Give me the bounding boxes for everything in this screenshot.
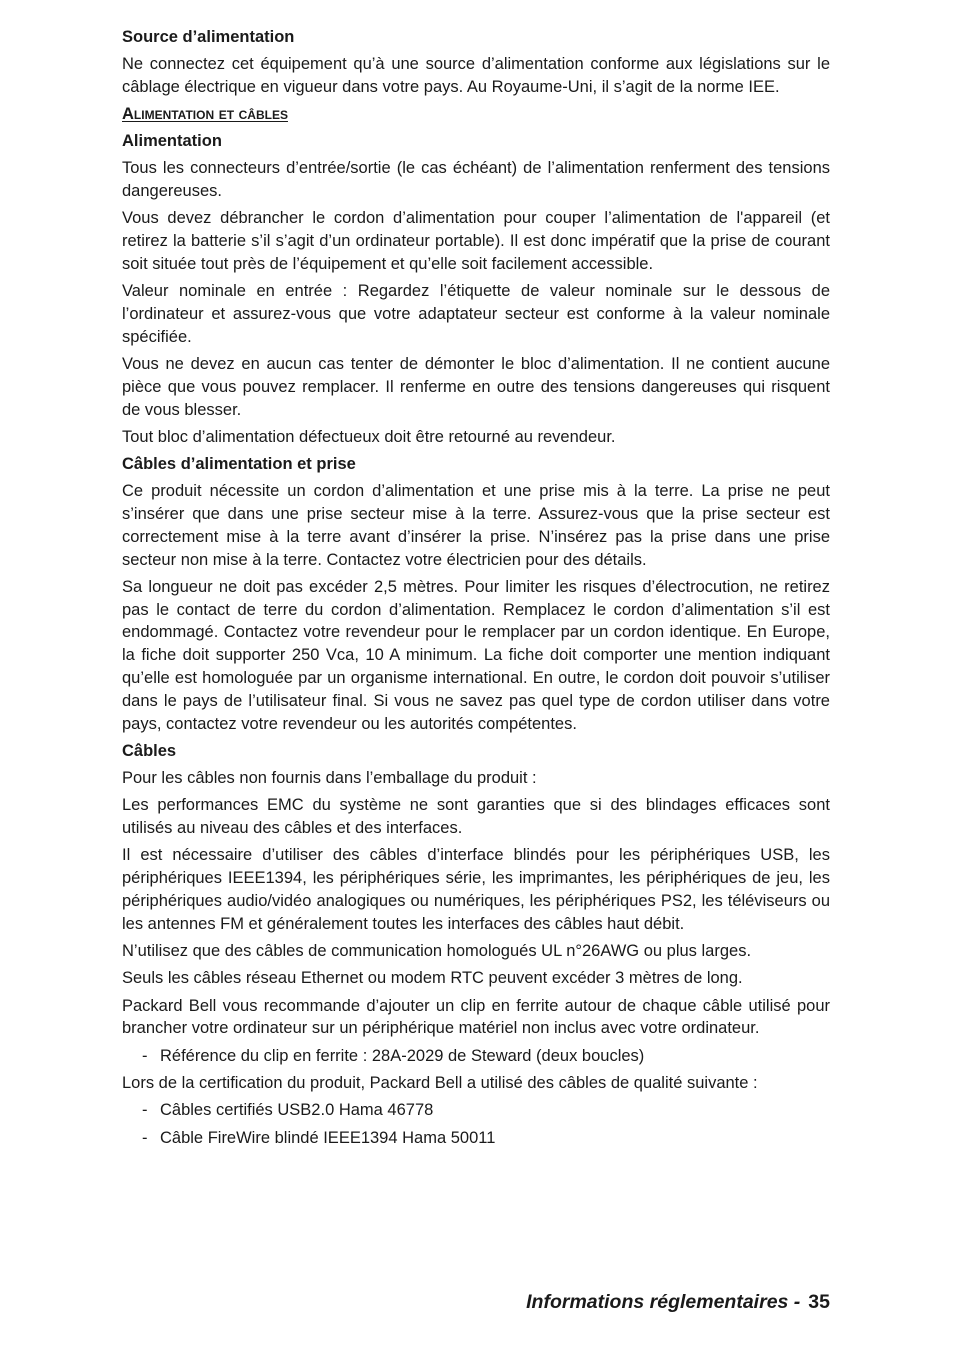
paragraph: Tout bloc d’alimentation défectueux doit être retourné au revendeur. <box>122 427 616 446</box>
bullet-dash: - <box>142 1128 148 1147</box>
document-body <box>122 26 830 1154</box>
bullet-dash: - <box>142 1101 148 1120</box>
subheading: Source d’alimentation <box>122 28 295 46</box>
paragraph: Les performances EMC du système ne sont garanties que si des blindages efficaces sont utilisés au niveau des câbles et des interfaces. <box>122 796 830 838</box>
list-item-text: Câbles certifiés USB2.0 Hama 46778 <box>160 1101 434 1120</box>
page-footer <box>526 1291 830 1314</box>
bullet-dash: - <box>142 1046 148 1065</box>
paragraph: Pour les câbles non fournis dans l’emballage du produit : <box>122 768 537 787</box>
section-heading: Alimentation et câbles <box>122 105 288 124</box>
paragraph: Seuls les câbles réseau Ethernet ou modem RTC peuvent excéder 3 mètres de long. <box>122 969 743 988</box>
list-item-text: Câble FireWire blindé IEEE1394 Hama 50011 <box>160 1128 496 1147</box>
list-item <box>122 1099 830 1122</box>
paragraph: Packard Bell vous recommande d’ajouter un clip en ferrite autour de chaque câble utilisé pour brancher votre ordinateur sur un périphérique matériel non inclus avec votre ordinateur. <box>122 996 830 1038</box>
paragraph: Vous ne devez en aucun cas tenter de démonter le bloc d’alimentation. Il ne contient aucune pièce que vous pouvez remplacer. Il renferme en outre des tensions dangereuses qui risquent de vous blesser. <box>122 354 830 419</box>
list-item <box>122 1045 830 1068</box>
paragraph: N’utilisez que des câbles de communication homologués UL n°26AWG ou plus larges. <box>122 942 752 960</box>
subheading: Alimentation <box>122 132 222 151</box>
subheading: Câbles <box>122 741 177 760</box>
paragraph: Vous devez débrancher le cordon d’alimentation pour couper l’alimentation de l'appareil (et retirez la batterie s’il s’agit d’un ordinateur portable). Il est donc impératif que la prise de courant soit située tout près de l’équipement et qu’elle soit facilement accessible. <box>122 209 830 273</box>
paragraph: Ce produit nécessite un cordon d’alimentation et une prise mis à la terre. La prise ne peut s’insérer que dans une prise secteur mise à la terre. Assurez-vous que la prise secteur est correctement mise à la terre avant d’insérer la prise. N’insérez pas la prise dans une prise secteur non mise à la terre. Contactez votre électricien pour des détails. <box>122 482 830 569</box>
list-item-text: Référence du clip en ferrite : 28A-2029 de Steward (deux boucles) <box>160 1046 645 1065</box>
subheading: Câbles d’alimentation et prise <box>122 455 356 474</box>
page-number: 35 <box>808 1291 830 1313</box>
list-item <box>122 1127 830 1150</box>
paragraph: Valeur nominale en entrée : Regardez l’étiquette de valeur nominale sur le dessous de l’ordinateur et assurez-vous que votre adaptateur secteur est conforme à la valeur nominale spécifiée. <box>122 282 830 346</box>
paragraph: Tous les connecteurs d’entrée/sortie (le cas échéant) de l’alimentation renferment des tensions dangereuses. <box>122 159 830 200</box>
paragraph: Lors de la certification du produit, Packard Bell a utilisé des câbles de qualité suivante : <box>122 1073 758 1092</box>
paragraph: Sa longueur ne doit pas excéder 2,5 mètres. Pour limiter les risques d’électrocution, ne retirez pas le contact de terre du cordon d’alimentation. Remplacez le cordon d’alimentation s’il est endommagé. Contactez votre revendeur pour le remplacer par un cordon identique. En Europe, la fiche doit supporter 250 Vca, 10 A minimum. La fiche doit comporter une mention indiquant qu’elle est homologuée par un organisme international. En outre, le cordon doit pouvoir s’utiliser dans le pays de l’utilisateur final. Si vous ne savez pas quel type de cordon utiliser dans votre pays, contactez votre revendeur ou les autorités compétentes. <box>122 577 830 733</box>
footer-title: Informations réglementaires - <box>526 1291 801 1313</box>
paragraph: Il est nécessaire d’utiliser des câbles d’interface blindés pour les périphériques USB, les périphériques IEEE1394, les périphériques série, les imprimantes, les périphériques de jeu, les périphériques audio/vidéo analogiques ou numériques, les périphériques PS2, les téléviseurs ou les antennes FM et généralement toutes les interfaces des câbles haut débit. <box>122 846 830 933</box>
paragraph: Ne connectez cet équipement qu’à une source d’alimentation conforme aux législations sur le câblage électrique en vigueur dans votre pays. Au Royaume-Uni, il s’agit de la norme IEE. <box>122 55 830 96</box>
